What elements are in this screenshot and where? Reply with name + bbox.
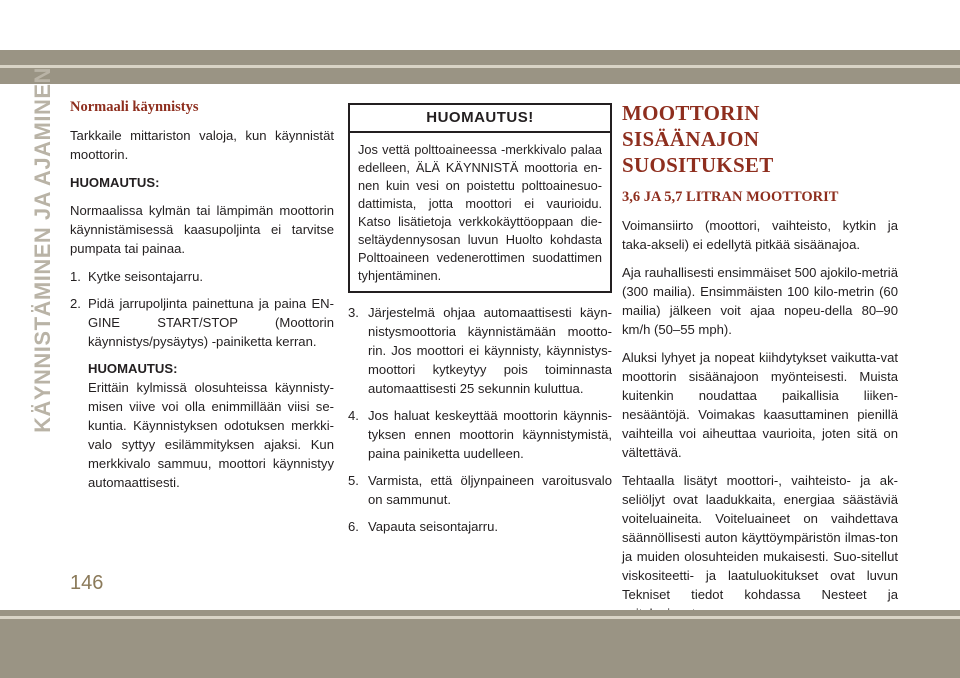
- top-banner: [0, 50, 960, 84]
- step-text: Järjestelmä ohjaa automaattisesti käyn-nistysmoottoria käynnistämään mootto-rin. Jos moottori ei käynnisty, käynnistys-moottori kytkeytyy pois toiminnasta automaattisesti 25 sekunnin kuluttua.: [368, 305, 612, 396]
- step-text: Vapauta seisontajarru.: [368, 519, 499, 534]
- warning-box-text: Jos vettä polttoaineessa -merkkivalo palaa edelleen, ÄLÄ KÄYNNISTÄ moottoria en-nen kuin vesi on poistettu polttoainesuo-dattimista, jotta moottori ei vaurioidu. Katso lisätietoja verkkokäyttöoppaan die-seltäydennysosan luvun Huolto kohdasta Polttoaineen vedenerottimen suodattimen tyhjentäminen.: [358, 142, 602, 283]
- side-chapter-label: KÄYNNISTÄMINEN JA AJAMINEN: [30, 67, 55, 433]
- step-number: 1.: [70, 269, 81, 284]
- paragraph: Tehtaalla lisätyt moottori-, vaihteisto- ja ak-seliöljyt ovat laadukkaita, energiaa säästäviä voiteluaineita. Voiteluaineet on vaihdettava säännöllisesti auton käyttöympäristön ilmas-ton ja muiden olosuhteiden mukaisesti. Suo-sitellut viskositeetti- ja laatuluokitukset ovat luvun Tekniset tiedot kohdassa Nesteet ja: [622, 473, 898, 602]
- step-item: [348, 517, 612, 536]
- column-middle: [348, 103, 612, 544]
- note-text: Normaalissa kylmän tai lämpimän moottorin käynnistämisessä kaasupoljinta ei tarvitse pumpata tai painaa.: [70, 203, 334, 256]
- steps-list-left: [70, 267, 334, 351]
- section-heading-normal-start: Normaali käynnistys: [70, 99, 199, 115]
- steps-list-middle: [348, 303, 612, 536]
- main-heading-line2: SUOSITUKSET: [622, 153, 774, 177]
- step-item: [348, 406, 612, 463]
- step-text: Varmista, että öljynpaineen varoitusvalo on sammunut.: [368, 473, 612, 507]
- step-text: Kytke seisontajarru.: [88, 269, 203, 284]
- step-text: Pidä jarrupoljinta painettuna ja paina EN-GINE START/STOP (Moottorin käynnistys/pysäytys) -painiketta kerran.: [88, 296, 334, 349]
- column-left: [70, 98, 334, 492]
- intro-paragraph: Tarkkaile mittariston valoja, kun käynnistät moottorin.: [70, 128, 334, 162]
- note-title: HUOMAUTUS:: [70, 175, 160, 190]
- side-chapter-tab: [30, 67, 56, 433]
- step-number: 4.: [348, 408, 359, 423]
- paragraph: Aluksi lyhyet ja nopeat kiihdytykset vaikutta-vat moottorin sisäänajoon myönteisesti. Muista kuitenkin noudattaa paikallisia liiken-nesääntöjä. Voimakas kaasuttaminen pienillä vaihteilla voi aiheuttaa vaurioita, joten sitä on vältettävä.: [622, 350, 898, 460]
- step-number: 5.: [348, 473, 359, 488]
- column-right: [622, 100, 898, 632]
- top-banner-stripe: [0, 65, 960, 68]
- main-heading: [622, 100, 898, 178]
- inner-note-text: Erittäin kylmissä olosuhteissa käynnisty-misen viive voi olla enimmillään viisi se-kuntia. Käynnistyksen odotuksen merkki-valo syttyy esilämmityksen ajaksi. Kun merkkivalo sammuu, moottori käynnistyy automaattisesti.: [88, 380, 334, 490]
- step-item: [348, 471, 612, 509]
- step-number: 3.: [348, 305, 359, 320]
- warning-box-title: HUOMAUTUS!: [350, 105, 610, 133]
- inner-note-title: HUOMAUTUS:: [88, 361, 178, 376]
- step-item: [70, 267, 334, 286]
- bottom-banner-stripe: [0, 616, 960, 619]
- main-heading-line1: MOOTTORIN SISÄÄNAJON: [622, 101, 760, 151]
- subheading-engines: 3,6 JA 5,7 LITRAN MOOTTORIT: [622, 189, 839, 205]
- paragraph: Aja rauhallisesti ensimmäiset 500 ajokilo-metriä (300 mailia). Ensimmäisten 100 kilo-metrin (60 mailia) jälkeen voit ajaa nopeu-della 80–90 km/h (50–55 mph).: [622, 265, 898, 337]
- step-number: 6.: [348, 519, 359, 534]
- warning-box: [348, 103, 612, 293]
- inner-note: [88, 359, 334, 492]
- step-text: Jos haluat keskeyttää moottorin käynnis-tyksen ennen moottorin käynnistymistä, paina painiketta uudelleen.: [368, 408, 612, 461]
- page-number: 146: [70, 572, 104, 594]
- step-item: [348, 303, 612, 398]
- bottom-banner: [0, 610, 960, 678]
- step-number: 2.: [70, 296, 81, 311]
- step-item: [70, 294, 334, 351]
- paragraph: Voimansiirto (moottori, vaihteisto, kytkin ja taka-akseli) ei edellytä pitkää sisäänajoa.: [622, 218, 898, 252]
